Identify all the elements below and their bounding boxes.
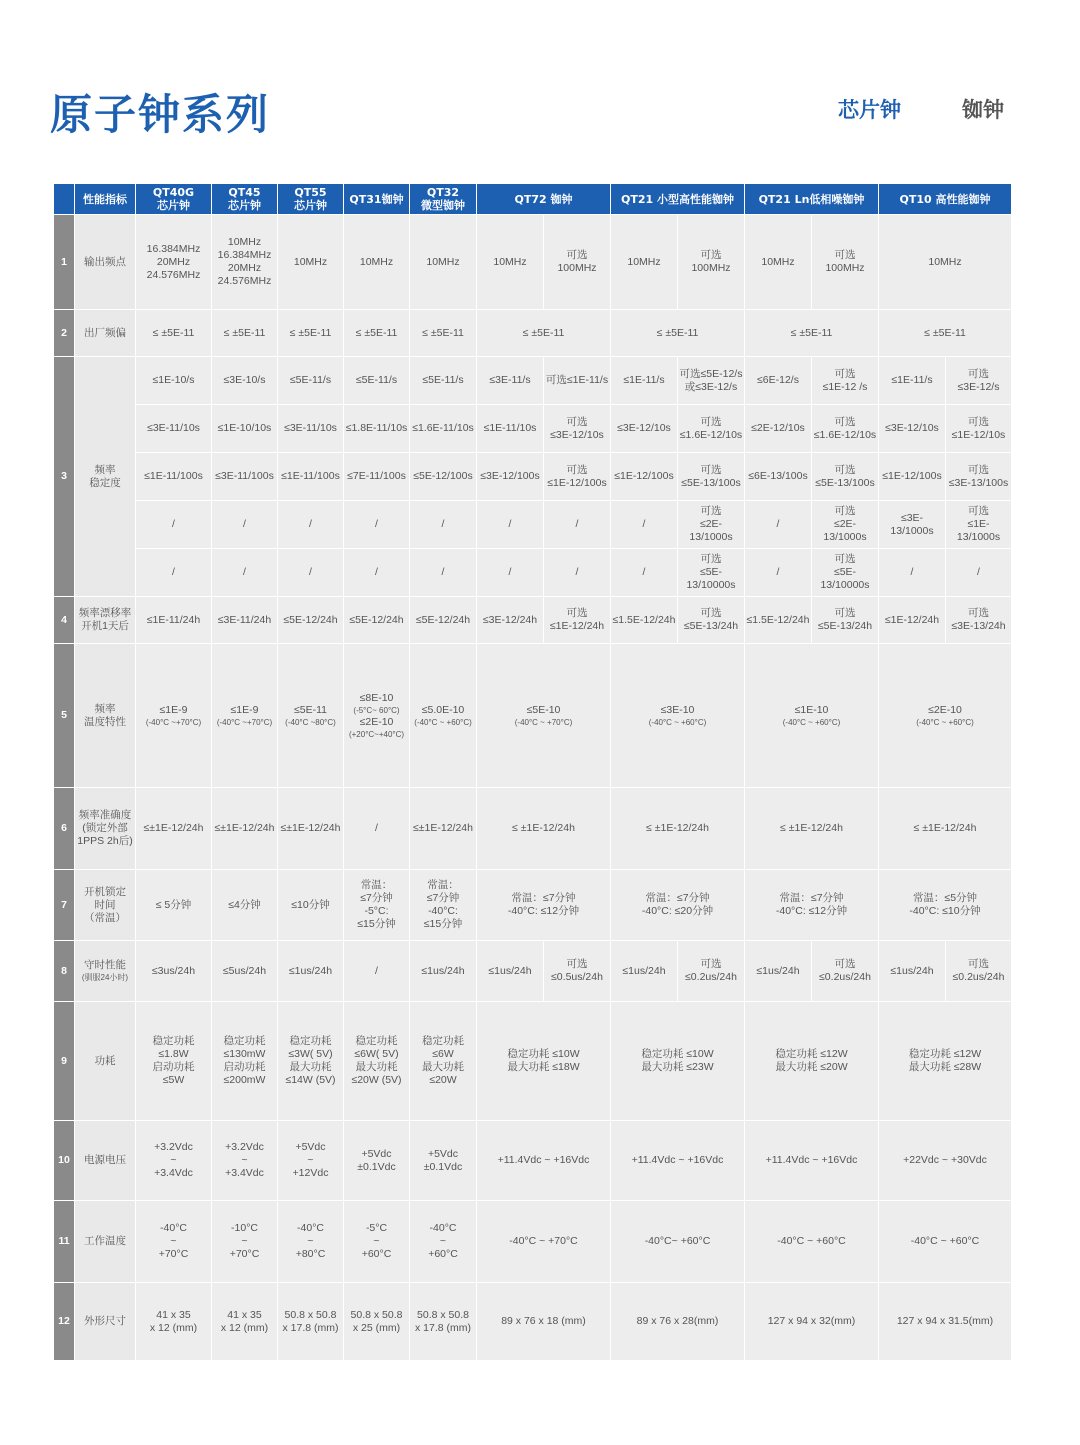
value-cell: -40°C ~ +70°C xyxy=(136,1201,212,1283)
value-range: (-40°C ~+70°C) xyxy=(216,717,273,727)
value-cell: 可选 ≤3E-12/s xyxy=(946,357,1012,405)
value-cell: 50.8 x 50.8 x 17.8 (mm) xyxy=(278,1283,344,1361)
value-cell: 10MHz xyxy=(611,215,678,310)
value-cell: 可选 ≤1.6E-12/10s xyxy=(812,405,879,453)
value-cell: ≤6E-12/s xyxy=(745,357,812,405)
header-qt45: QT45 芯片钟 xyxy=(212,184,278,215)
value-cell: ≤ ±5E-11 xyxy=(745,310,879,357)
value-cell: ≤1us/24h xyxy=(611,941,678,1002)
table-row-r11 xyxy=(54,1201,1012,1283)
value-cell: 127 x 94 x 31.5(mm) xyxy=(879,1283,1012,1361)
value-cell: ≤±1E-12/24h xyxy=(410,788,477,870)
value-cell: 可选≤1E-11/s xyxy=(544,357,611,405)
value-cell: 常温：≤7分钟 -40°C: ≤12分钟 xyxy=(477,870,611,941)
value-cell: ≤3E-13/1000s xyxy=(879,501,946,549)
value-cell: -40°C ~ +60°C xyxy=(745,1201,879,1283)
value-cell: -40°C ~ +70°C xyxy=(477,1201,611,1283)
table-row-r2 xyxy=(54,310,1012,357)
value-cell: ≤1E-11/100s xyxy=(278,453,344,501)
value-cell: 可选 ≤2E-13/1000s xyxy=(812,501,879,549)
value-cell: ≤3E-12/100s xyxy=(477,453,544,501)
value-cell: +3.2Vdc ~ +3.4Vdc xyxy=(212,1121,278,1201)
value-cell: ≤5E-12/24h xyxy=(344,597,410,644)
value-cell: 可选 ≤1E-12/10s xyxy=(946,405,1012,453)
value-cell: ≤ ±5E-11 xyxy=(611,310,745,357)
table-row-r4 xyxy=(54,597,1012,644)
row-number: 4 xyxy=(54,597,75,644)
header-qt21: QT21 小型高性能铷钟 xyxy=(611,184,745,215)
value-cell: 常温： ≤7分钟 -40°C: ≤15分钟 xyxy=(410,870,477,941)
header-qt40g: QT40G 芯片钟 xyxy=(136,184,212,215)
table-row-r6 xyxy=(54,788,1012,870)
value-cell: -40°C ~ +80°C xyxy=(278,1201,344,1283)
value-cell: / xyxy=(344,941,410,1002)
value-cell: / xyxy=(344,501,410,549)
value-cell: / xyxy=(278,501,344,549)
value-cell: ≤±1E-12/24h xyxy=(212,788,278,870)
row-number: 3 xyxy=(54,357,75,597)
value-cell: ≤ ±5E-11 xyxy=(212,310,278,357)
value-range: (-40°C ~ +60°C) xyxy=(648,717,707,727)
value-cell: / xyxy=(946,549,1012,597)
value-cell: 可选 ≤1E-12 /s xyxy=(812,357,879,405)
value-cell: 稳定功耗 ≤6W( 5V) 最大功耗 ≤20W (5V) xyxy=(344,1002,410,1121)
value-cell: ≤1.8E-11/10s xyxy=(344,405,410,453)
value-cell: ≤1E-10/s xyxy=(136,357,212,405)
value-cell: 可选 ≤0.2us/24h xyxy=(946,941,1012,1002)
value-cell: ≤3E-11/s xyxy=(477,357,544,405)
value-cell: -5°C ~ +60°C xyxy=(344,1201,410,1283)
row-number: 6 xyxy=(54,788,75,870)
value-cell: ≤ ±5E-11 xyxy=(477,310,611,357)
header-qt31: QT31铷钟 xyxy=(344,184,410,215)
value-cell: ≤5E-11/s xyxy=(344,357,410,405)
row-label-main: 守时性能 xyxy=(84,959,126,971)
value-cell: / xyxy=(344,788,410,870)
value-cell: +5Vdc ±0.1Vdc xyxy=(344,1121,410,1201)
value-cell: ≤1E-10/10s xyxy=(212,405,278,453)
value-cell xyxy=(344,644,410,788)
value-cell: 50.8 x 50.8 x 25 (mm) xyxy=(344,1283,410,1361)
row-label: 电源电压 xyxy=(75,1121,136,1201)
value-cell: -40°C ~ +60°C xyxy=(410,1201,477,1283)
value-cell: 稳定功耗 ≤10W 最大功耗 ≤18W xyxy=(477,1002,611,1121)
row-label xyxy=(75,941,136,1002)
value-range: (-40°C ~80°C) xyxy=(285,717,336,727)
value-cell: ≤10分钟 xyxy=(278,870,344,941)
header-metric: 性能指标 xyxy=(75,184,136,215)
value-cell: 10MHz xyxy=(477,215,544,310)
value-cell: ≤7E-11/100s xyxy=(344,453,410,501)
value-cell: ≤1us/24h xyxy=(410,941,477,1002)
table-row-r3 xyxy=(54,357,1012,405)
value-cell: ≤3E-11/10s xyxy=(278,405,344,453)
value-cell: ≤3E-10/s xyxy=(212,357,278,405)
value-cell: ≤ ±1E-12/24h xyxy=(745,788,879,870)
value-cell: ≤5E-12/100s xyxy=(410,453,477,501)
table-row-r10 xyxy=(54,1121,1012,1201)
value-cell: +11.4Vdc ~ +16Vdc xyxy=(477,1121,611,1201)
value-cell: 可选 ≤5E-13/24h xyxy=(678,597,745,644)
value-cell: ≤ ±5E-11 xyxy=(278,310,344,357)
value-main: ≤5E-11 xyxy=(293,703,327,716)
value-cell: ≤1E-11/s xyxy=(879,357,946,405)
value-cell: ≤5E-12/24h xyxy=(278,597,344,644)
value-cell: ≤5E-11/s xyxy=(278,357,344,405)
value-cell: 可选 ≤0.5us/24h xyxy=(544,941,611,1002)
value-cell: -40°C ~ +60°C xyxy=(879,1201,1012,1283)
value-cell: +22Vdc ~ +30Vdc xyxy=(879,1121,1012,1201)
value-cell: / xyxy=(544,501,611,549)
value-cell: +11.4Vdc ~ +16Vdc xyxy=(611,1121,745,1201)
value-cell: ≤ ±5E-11 xyxy=(879,310,1012,357)
value-cell: 常温：≤7分钟 -40°C: ≤20分钟 xyxy=(611,870,745,941)
value-cell: ≤ 5分钟 xyxy=(136,870,212,941)
value-cell: 可选 ≤2E-13/1000s xyxy=(678,501,745,549)
value-range: (-40°C ~ +70°C) xyxy=(514,717,573,727)
spec-table xyxy=(53,183,1012,1361)
value-main: ≤8E-10 xyxy=(359,691,394,704)
value-cell: ≤ ±5E-11 xyxy=(344,310,410,357)
value-cell: 10MHz xyxy=(278,215,344,310)
value-cell: 可选 100MHz xyxy=(678,215,745,310)
value-cell: 可选 ≤0.2us/24h xyxy=(812,941,879,1002)
row-label: 开机锁定 时间 （常温） xyxy=(75,870,136,941)
value-cell: ≤1E-12/100s xyxy=(611,453,678,501)
value-cell: 50.8 x 50.8 x 17.8 (mm) xyxy=(410,1283,477,1361)
value-cell: ≤3E-12/10s xyxy=(611,405,678,453)
value-cell: / xyxy=(745,501,812,549)
value-cell: ≤1.5E-12/24h xyxy=(611,597,678,644)
value-cell: / xyxy=(410,549,477,597)
value-cell: +5Vdc ~ +12Vdc xyxy=(278,1121,344,1201)
value-cell: 10MHz 16.384MHz 20MHz 24.576MHz xyxy=(212,215,278,310)
value-cell: / xyxy=(212,501,278,549)
header-qt32: QT32 微型铷钟 xyxy=(410,184,477,215)
row-number: 9 xyxy=(54,1002,75,1121)
value-range: (-40°C ~ +60°C) xyxy=(414,717,472,727)
value-cell: -10°C ~ +70°C xyxy=(212,1201,278,1283)
value-cell: / xyxy=(344,549,410,597)
header-num xyxy=(54,184,75,215)
value-cell: / xyxy=(477,549,544,597)
header-qt10: QT10 高性能铷钟 xyxy=(879,184,1012,215)
row-number: 5 xyxy=(54,644,75,788)
value-cell xyxy=(278,644,344,788)
header-qt72: QT72 铷钟 xyxy=(477,184,611,215)
value-range: (-40°C ~ +60°C) xyxy=(916,717,974,727)
rubidium-clock-tab[interactable]: 铷钟 xyxy=(962,98,1004,122)
row-number: 1 xyxy=(54,215,75,310)
value-cell: ≤1.5E-12/24h xyxy=(745,597,812,644)
value-cell: / xyxy=(477,501,544,549)
value-range: (-5°C~ 60°C) xyxy=(353,705,400,715)
value-cell xyxy=(611,644,745,788)
header-qt55: QT55 芯片钟 xyxy=(278,184,344,215)
value-cell: ≤1E-12/24h xyxy=(879,597,946,644)
value-cell xyxy=(477,644,611,788)
value-cell: 可选 ≤3E-13/100s xyxy=(946,453,1012,501)
value-cell: ≤1us/24h xyxy=(278,941,344,1002)
value-cell: 10MHz xyxy=(879,215,1012,310)
value-cell: 可选 ≤5E-13/10000s xyxy=(812,549,879,597)
value-cell: 16.384MHz 20MHz 24.576MHz xyxy=(136,215,212,310)
value-main: ≤1E-9 xyxy=(159,703,188,716)
value-cell: / xyxy=(136,501,212,549)
row-number: 12 xyxy=(54,1283,75,1361)
table-row-r3 xyxy=(54,501,1012,549)
table-row-r12 xyxy=(54,1283,1012,1361)
table-row-r9 xyxy=(54,1002,1012,1121)
row-label: 频率 温度特性 xyxy=(75,644,136,788)
table-row-r7 xyxy=(54,870,1012,941)
row-label: 频率准确度 (锁定外部 1PPS 2h后) xyxy=(75,788,136,870)
table-row-r3 xyxy=(54,453,1012,501)
value-cell: 41 x 35 x 12 (mm) xyxy=(136,1283,212,1361)
row-number: 10 xyxy=(54,1121,75,1201)
value-cell: ≤1E-11/10s xyxy=(477,405,544,453)
value-main: ≤1E-9 xyxy=(230,703,259,716)
value-cell: 可选≤5E-12/s 或≤3E-12/s xyxy=(678,357,745,405)
table-row-r1 xyxy=(54,215,1012,310)
value-cell: / xyxy=(410,501,477,549)
value-cell: ≤3E-11/24h xyxy=(212,597,278,644)
value-cell: ≤3E-11/10s xyxy=(136,405,212,453)
value-cell: 可选 100MHz xyxy=(544,215,611,310)
value-cell: ≤3E-11/100s xyxy=(212,453,278,501)
value-cell: 89 x 76 x 28(mm) xyxy=(611,1283,745,1361)
value-cell: ≤ ±5E-11 xyxy=(410,310,477,357)
value-cell: / xyxy=(212,549,278,597)
value-main: ≤3E-10 xyxy=(660,703,695,716)
value-cell: 可选 ≤5E-13/24h xyxy=(812,597,879,644)
value-main: ≤5E-10 xyxy=(526,703,561,716)
value-cell: 89 x 76 x 18 (mm) xyxy=(477,1283,611,1361)
value-main: ≤5.0E-10 xyxy=(421,703,465,716)
page-title: 原子钟系列 xyxy=(50,90,271,139)
value-cell xyxy=(745,644,879,788)
value-cell: ≤2E-12/10s xyxy=(745,405,812,453)
header-row xyxy=(54,184,1012,215)
value-cell: / xyxy=(879,549,946,597)
value-cell: 可选 ≤0.2us/24h xyxy=(678,941,745,1002)
row-label-sub: (驯服24小时) xyxy=(81,973,129,982)
value-range-2: (+20°C~+40°C) xyxy=(348,729,405,739)
value-cell: 可选 ≤5E-13/100s xyxy=(678,453,745,501)
value-cell: / xyxy=(544,549,611,597)
value-cell: ≤ ±1E-12/24h xyxy=(611,788,745,870)
value-cell: 可选 ≤1.6E-12/10s xyxy=(678,405,745,453)
row-number: 11 xyxy=(54,1201,75,1283)
value-cell: 可选 100MHz xyxy=(812,215,879,310)
header-qt21ln: QT21 Ln低相噪铷钟 xyxy=(745,184,879,215)
value-cell: ≤3us/24h xyxy=(136,941,212,1002)
value-cell: 可选 ≤1E-12/24h xyxy=(544,597,611,644)
value-cell: ≤±1E-12/24h xyxy=(278,788,344,870)
row-label: 外形尺寸 xyxy=(75,1283,136,1361)
value-cell: 可选 ≤1E-13/1000s xyxy=(946,501,1012,549)
value-cell: ≤6E-13/100s xyxy=(745,453,812,501)
value-cell: 常温： ≤7分钟 -5°C: ≤15分钟 xyxy=(344,870,410,941)
row-number: 2 xyxy=(54,310,75,357)
value-cell: 稳定功耗 ≤130mW 启动功耗 ≤200mW xyxy=(212,1002,278,1121)
value-cell: ≤ ±1E-12/24h xyxy=(879,788,1012,870)
value-cell: -40°C~ +60°C xyxy=(611,1201,745,1283)
row-label: 频率漂移率 开机1天后 xyxy=(75,597,136,644)
value-cell: / xyxy=(611,501,678,549)
value-cell: 稳定功耗 ≤10W 最大功耗 ≤23W xyxy=(611,1002,745,1121)
value-cell: 可选 ≤5E-13/100s xyxy=(812,453,879,501)
row-label: 工作温度 xyxy=(75,1201,136,1283)
row-number: 7 xyxy=(54,870,75,941)
value-cell: 41 x 35 x 12 (mm) xyxy=(212,1283,278,1361)
row-label: 输出频点 xyxy=(75,215,136,310)
value-main: ≤1E-10 xyxy=(794,703,829,716)
value-cell: 可选 ≤5E-13/10000s xyxy=(678,549,745,597)
value-cell: 10MHz xyxy=(344,215,410,310)
value-cell: 稳定功耗 ≤1.8W 启动功耗 ≤5W xyxy=(136,1002,212,1121)
value-cell: 可选 ≤3E-13/24h xyxy=(946,597,1012,644)
value-cell: ≤1us/24h xyxy=(477,941,544,1002)
value-cell: +11.4Vdc ~ +16Vdc xyxy=(745,1121,879,1201)
row-label: 出厂频偏 xyxy=(75,310,136,357)
row-number: 8 xyxy=(54,941,75,1002)
value-cell: ≤1E-11/24h xyxy=(136,597,212,644)
value-cell: 常温：≤7分钟 -40°C: ≤12分钟 xyxy=(745,870,879,941)
value-cell: 可选 ≤1E-12/100s xyxy=(544,453,611,501)
value-cell: / xyxy=(278,549,344,597)
value-cell: ≤5E-12/24h xyxy=(410,597,477,644)
table-row-r8 xyxy=(54,941,1012,1002)
row-label: 频率 稳定度 xyxy=(75,357,136,597)
value-cell xyxy=(879,644,1012,788)
value-cell: 稳定功耗 ≤6W 最大功耗 ≤20W xyxy=(410,1002,477,1121)
value-cell: 稳定功耗 ≤12W 最大功耗 ≤20W xyxy=(745,1002,879,1121)
value-cell: ≤3E-12/24h xyxy=(477,597,544,644)
chip-clock-tab[interactable]: 芯片钟 xyxy=(838,98,901,122)
table-row-r3 xyxy=(54,405,1012,453)
value-cell: +3.2Vdc ~ +3.4Vdc xyxy=(136,1121,212,1201)
value-cell: / xyxy=(745,549,812,597)
value-cell: 10MHz xyxy=(745,215,812,310)
row-label: 功耗 xyxy=(75,1002,136,1121)
value-cell: +5Vdc ±0.1Vdc xyxy=(410,1121,477,1201)
value-cell: 稳定功耗 ≤3W( 5V) 最大功耗 ≤14W (5V) xyxy=(278,1002,344,1121)
value-range: (-40°C ~ +60°C) xyxy=(782,717,841,727)
value-cell xyxy=(410,644,477,788)
value-main-2: ≤2E-10 xyxy=(359,715,394,728)
value-cell: ≤5us/24h xyxy=(212,941,278,1002)
value-cell: ≤ ±5E-11 xyxy=(136,310,212,357)
value-cell: 常温：≤5分钟 -40°C: ≤10分钟 xyxy=(879,870,1012,941)
value-cell: 127 x 94 x 32(mm) xyxy=(745,1283,879,1361)
value-cell: 稳定功耗 ≤12W 最大功耗 ≤28W xyxy=(879,1002,1012,1121)
value-main: ≤2E-10 xyxy=(928,703,962,716)
value-cell xyxy=(212,644,278,788)
value-cell: ≤1E-12/100s xyxy=(879,453,946,501)
value-cell: ≤4分钟 xyxy=(212,870,278,941)
table-row-r3 xyxy=(54,549,1012,597)
value-cell: ≤1E-11/s xyxy=(611,357,678,405)
value-cell: / xyxy=(136,549,212,597)
value-cell: ≤3E-12/10s xyxy=(879,405,946,453)
value-cell: ≤1.6E-11/10s xyxy=(410,405,477,453)
value-cell: ≤1us/24h xyxy=(745,941,812,1002)
value-cell: / xyxy=(611,549,678,597)
value-cell: ≤5E-11/s xyxy=(410,357,477,405)
value-cell: 可选 ≤3E-12/10s xyxy=(544,405,611,453)
value-cell: ≤1E-11/100s xyxy=(136,453,212,501)
value-cell: ≤1us/24h xyxy=(879,941,946,1002)
value-cell: ≤±1E-12/24h xyxy=(136,788,212,870)
value-range: (-40°C ~+70°C) xyxy=(145,717,202,727)
value-cell xyxy=(136,644,212,788)
value-cell: ≤ ±1E-12/24h xyxy=(477,788,611,870)
table-row-r5 xyxy=(54,644,1012,788)
value-cell: 10MHz xyxy=(410,215,477,310)
